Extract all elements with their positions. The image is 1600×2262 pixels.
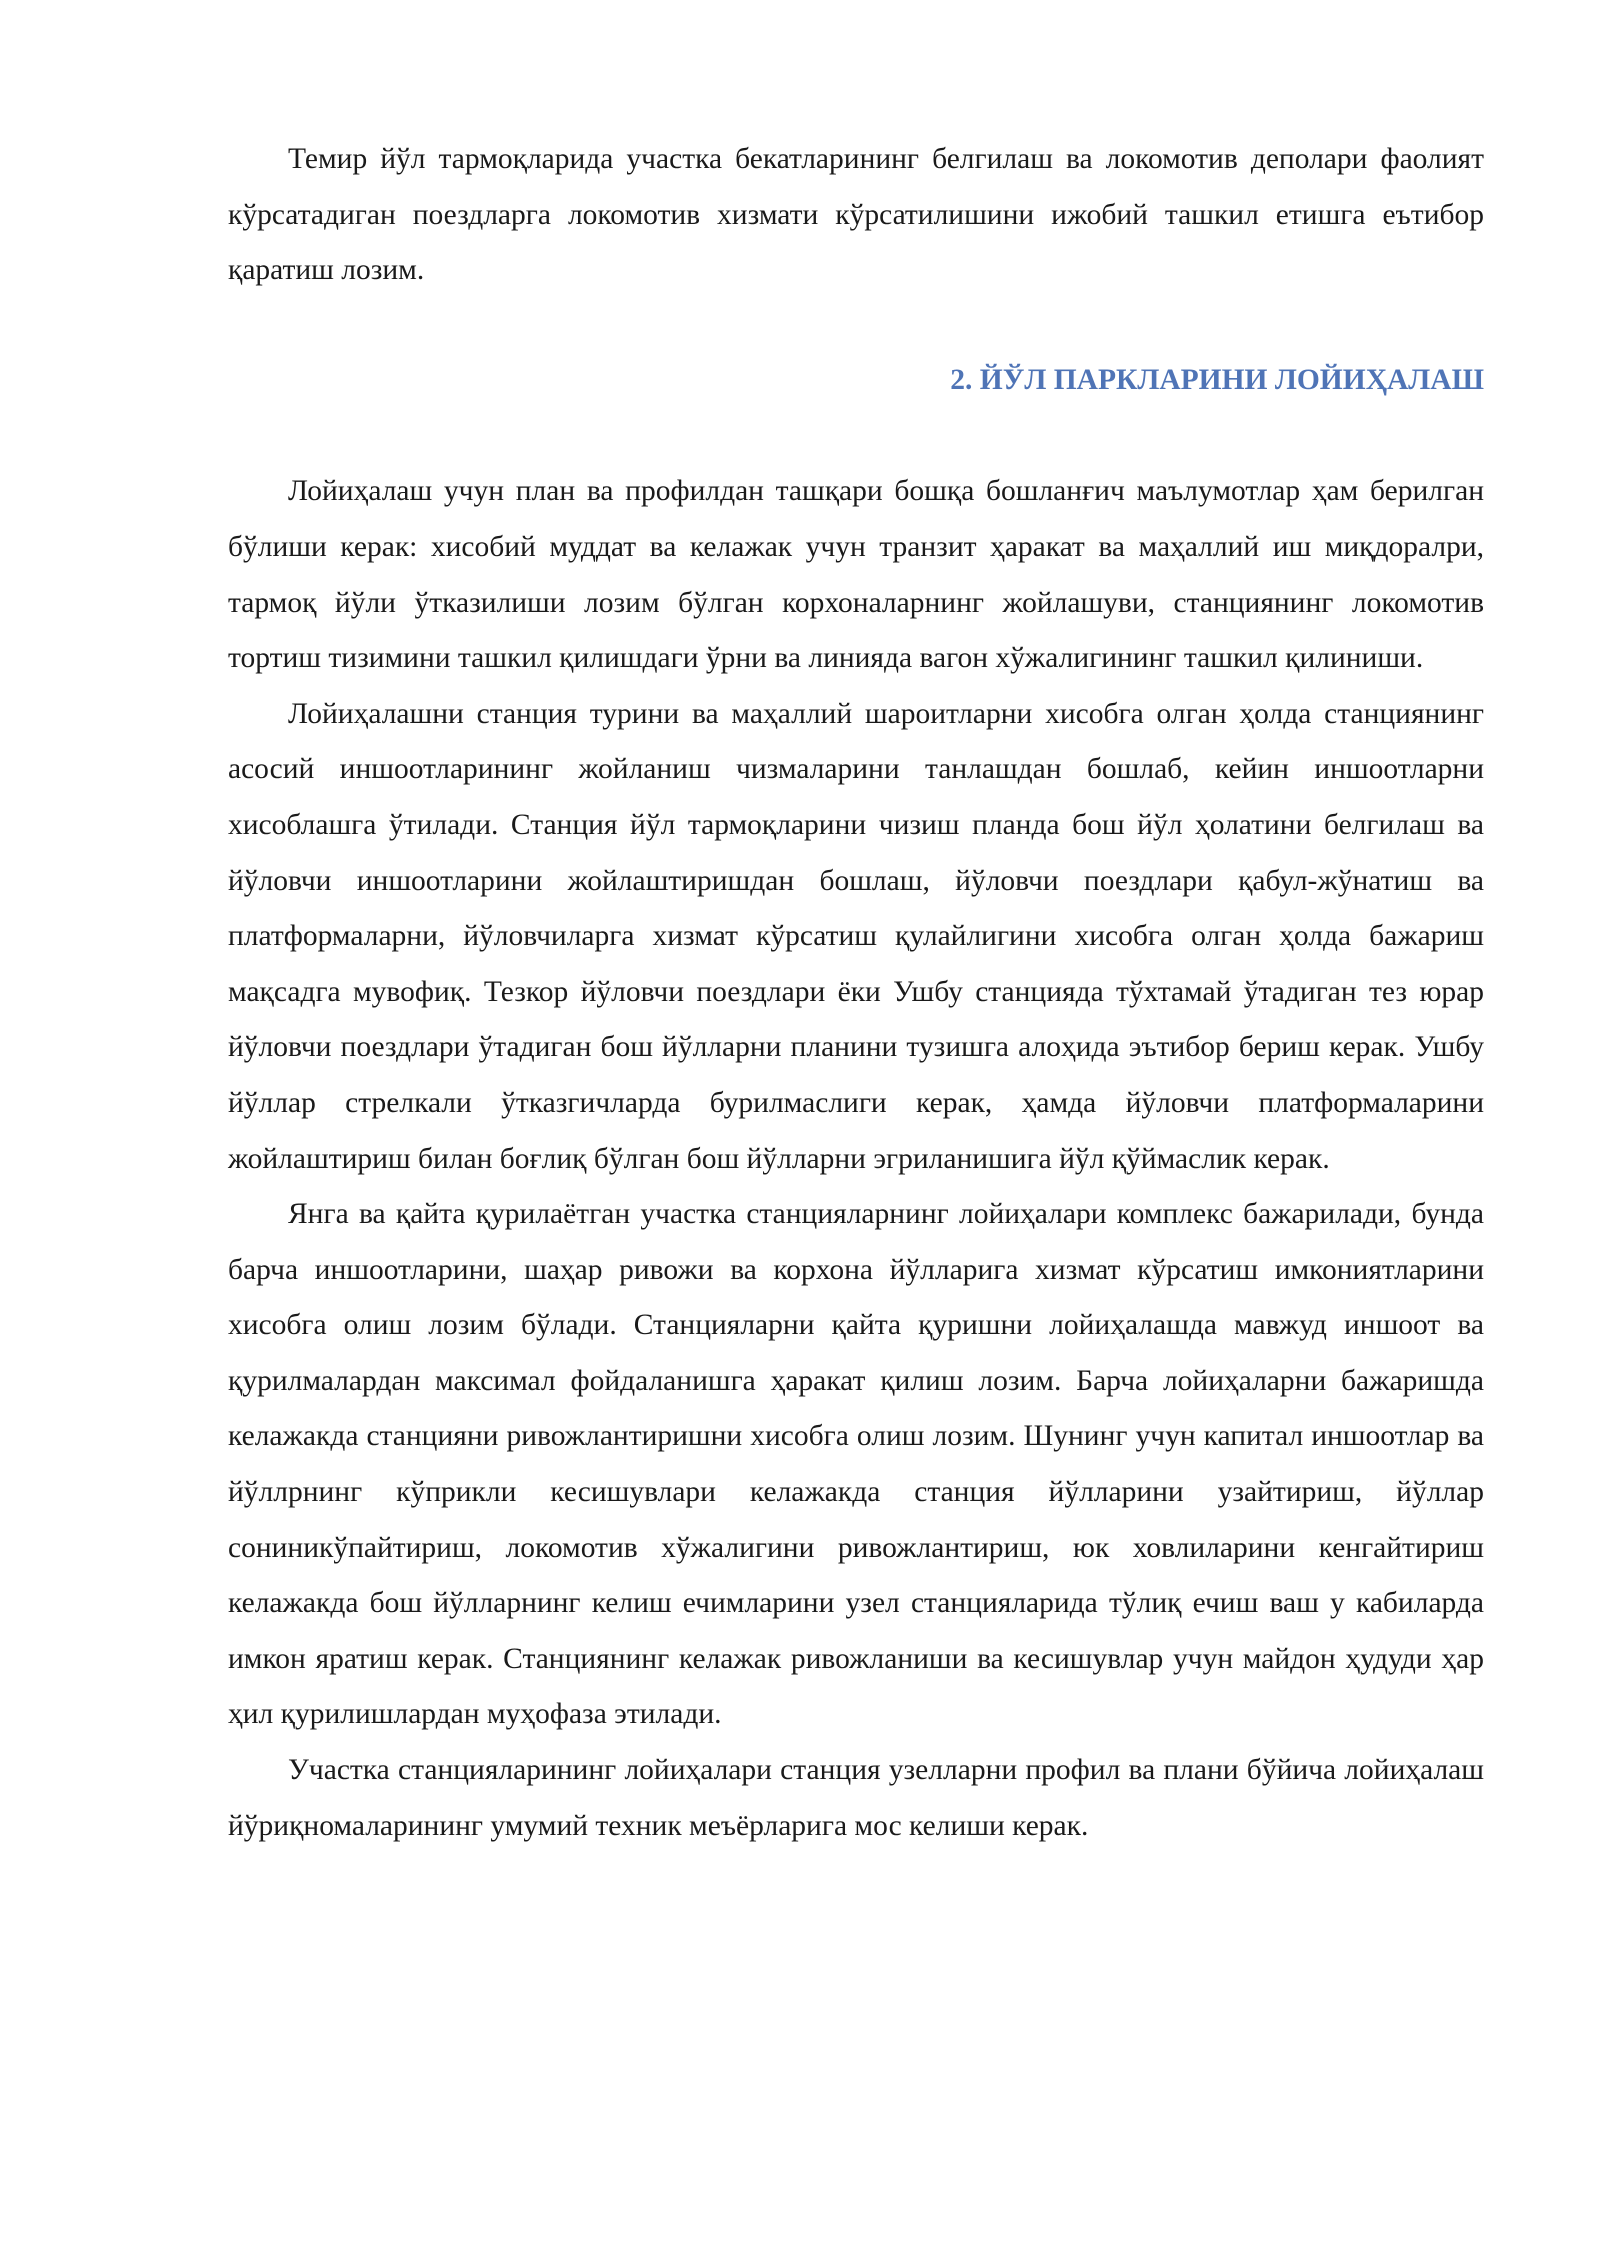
document-page [228,132,1484,1854]
body-paragraph-3: Янга ва қайта қурилаётган участка станцияларнинг лойиҳалари комплекс бажарилади, бунда барча иншоотларини, шаҳар ривожи ва корхона йўлларига хизмат кўрсатиш имкониятларини хисобга олиш лозим бўлади. Станцияларни қайта қуришни лойиҳалашда мавжуд иншоот ва қурилмалардан максимал фойдаланишга ҳаракат қилиш лозим. Барча лойиҳаларни бажаришда келажакда станцияни ривожлантиришни хисобга олиш лозим. Шунинг учун капитал иншоотлар ва йўллрнинг кўприкли кесишувлари келажакда станция йўлларини узайтириш, йўллар сониникўпайтириш, локомотив хўжалигини ривожлантириш, юк ховлиларини кенгайтириш келажакда бош йўлларнинг келиш ечимларини узел станцияларида тўлиқ ечиш ваш у кабиларда имкон яратиш керак. Станциянинг келажак ривожланиши ва кесишувлар учун майдон ҳудуди ҳар ҳил қурилишлардан муҳофаза этилади. [228,1198,1484,1731]
body-paragraph-4: Участка станцияларининг лойиҳалари станция узелларни профил ва плани бўйича лойиҳалаш йўриқномаларининг умумий техник меъёрларига мос келиши керак. [228,1754,1484,1842]
intro-paragraph: Темир йўл тармоқларида участка бекатларининг белгилаш ва локомотив деполари фаолият кўрсатадиган поездларга локомотив хизмати кўрсатилишини ижобий ташкил етишга еътибор қаратиш лозим. [228,143,1484,287]
body-paragraph-2: Лойиҳалашни станция турини ва маҳаллий шароитларни хисобга олган ҳолда станциянинг асосий иншоотларининг жойланиш чизмаларини танлашдан бошлаб, кейин иншоотларни хисоблашга ўтилади. Станция йўл тармоқларини чизиш планда бош йўл ҳолатини белгилаш ва йўловчи иншоотларини жойлаштиришдан бошлаш, йўловчи поездлари қабул-жўнатиш ва платформаларни, йўловчиларга хизмат кўрсатиш қулайлигини хисобга олган ҳолда бажариш мақсадга мувофиқ. Тезкор йўловчи поездлари ёки Ушбу станцияда тўхтамай ўтадиган тез юрар йўловчи поездлари ўтадиган бош йўлларни планини тузишга алоҳида эътибор бериш керак. Ушбу йўллар стрелкали ўтказгичларда бурилмаслиги керак, ҳамда йўловчи платформаларини жойлаштириш билан боғлиқ бўлган бош йўлларни эгриланишига йўл қўймаслик керак. [228,697,1484,1175]
section-heading: 2. ЙЎЛ ПАРКЛАРИНИ ЛОЙИҲАЛАШ [950,363,1484,396]
body-paragraph-1: Лойиҳалаш учун план ва профилдан ташқари бошқа бошланғич маълумотлар ҳам берилган бўлиши керак: хисобий муддат ва келажак учун транзит ҳаракат ва маҳаллий иш миқдоралри, тармоқ йўли ўтказилиши лозим бўлган корхоналарнинг жойлашуви, станциянинг локомотив тортиш тизимини ташкил қилишдаги ўрни ва линияда вагон хўжалигининг ташкил қилиниши. [228,475,1484,675]
